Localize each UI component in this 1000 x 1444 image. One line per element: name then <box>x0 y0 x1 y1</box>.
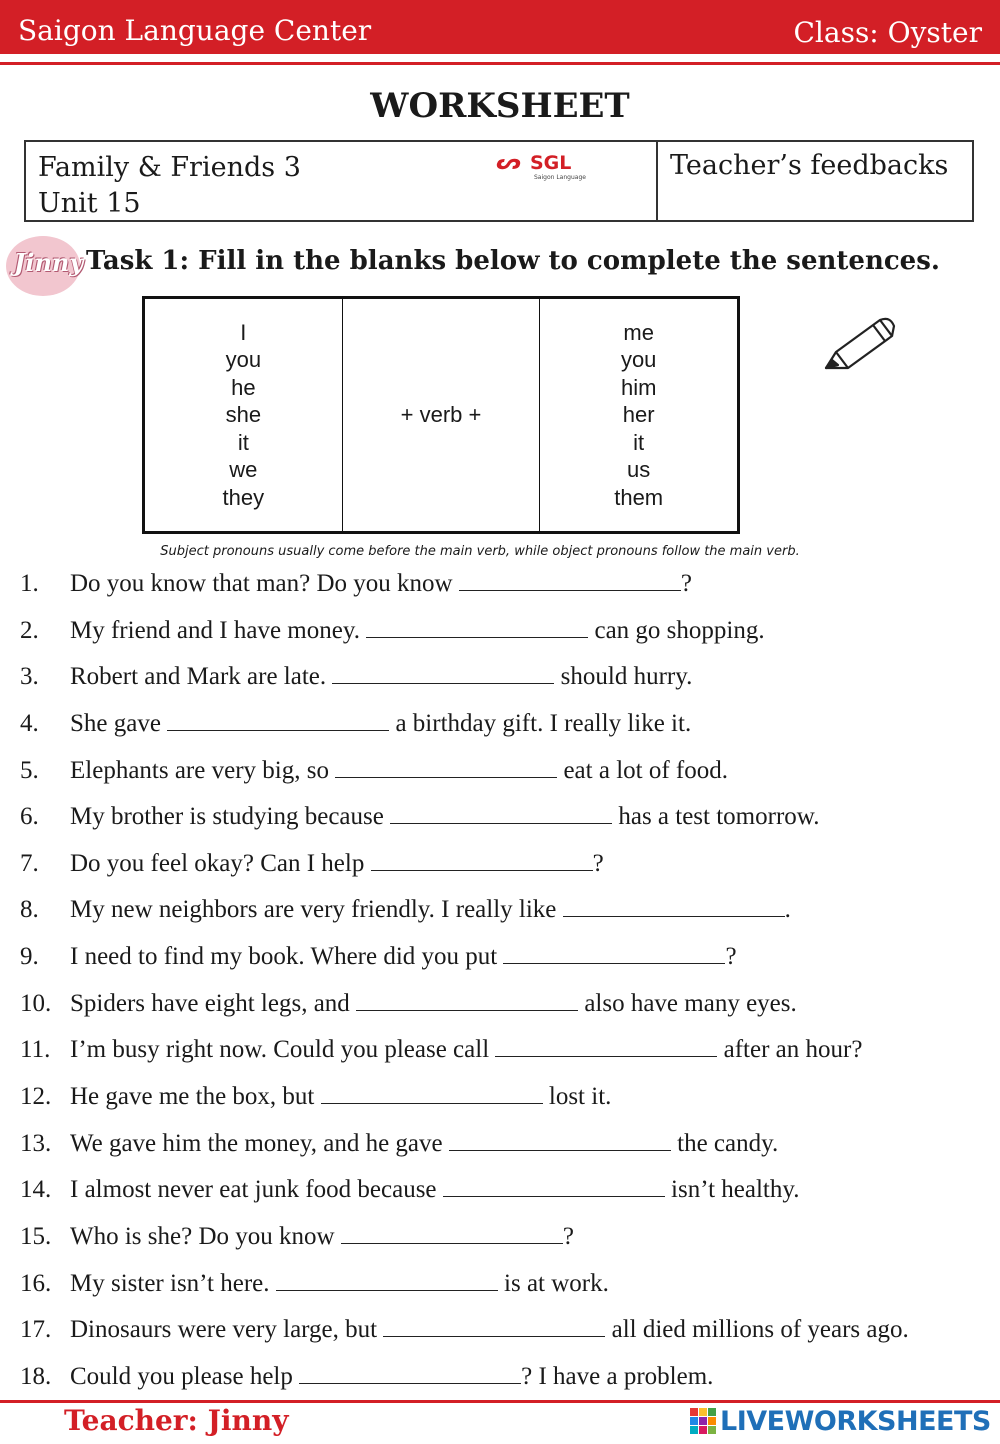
question-text: Robert and Mark are late. <box>70 663 333 691</box>
answer-blank[interactable] <box>299 1361 521 1384</box>
jinny-badge <box>6 236 84 296</box>
question-text: ? I have a problem. <box>521 1362 714 1390</box>
object-pronoun: it <box>633 429 645 455</box>
liveworksheets-grid-icon <box>690 1408 716 1434</box>
answer-blank[interactable] <box>383 1314 605 1337</box>
page-header <box>0 0 1000 54</box>
object-pronoun: him <box>620 374 657 400</box>
question-text: My brother is studying because <box>70 803 391 831</box>
question-text: lost it. <box>542 1083 612 1111</box>
question-number: 8. <box>20 896 39 924</box>
question-text: isn’t healthy. <box>664 1176 800 1204</box>
question-text: can go shopping. <box>588 616 765 644</box>
answer-blank[interactable] <box>443 1174 665 1197</box>
answer-blank[interactable] <box>563 894 785 917</box>
question-number: 15. <box>20 1222 52 1250</box>
question-item <box>0 1312 1000 1359</box>
sgl-logo-text: SGL <box>530 152 572 174</box>
question-text: all died millions of years ago. <box>605 1316 909 1344</box>
question-text: ? <box>680 570 692 597</box>
question-number: 5. <box>20 756 39 784</box>
book-info <box>38 150 301 222</box>
question-text: Dinosaurs were very large, but <box>70 1316 384 1344</box>
answer-blank[interactable] <box>321 1081 543 1104</box>
answer-blank[interactable] <box>366 615 588 638</box>
teacher-feedback-label: Teacher’s feedbacks <box>670 150 949 181</box>
question-item <box>0 986 1000 1033</box>
pencil-icon <box>820 312 900 376</box>
subject-pronoun: they <box>222 484 265 510</box>
question-list <box>0 566 1000 1406</box>
answer-blank[interactable] <box>332 661 554 684</box>
answer-blank[interactable] <box>371 848 593 871</box>
question-text: ? <box>562 1222 574 1250</box>
answer-blank[interactable] <box>335 755 557 778</box>
teacher-name: Teacher: Jinny <box>64 1404 289 1437</box>
answer-blank[interactable] <box>449 1128 671 1151</box>
question-text: the candy. <box>670 1129 779 1157</box>
subject-pronoun: she <box>225 402 262 428</box>
question-text: ? <box>725 943 737 971</box>
object-pronouns-column <box>540 299 737 531</box>
object-pronoun: them <box>614 484 664 510</box>
question-text: ? <box>592 849 604 877</box>
question-item <box>0 1032 1000 1079</box>
liveworksheets-brand: LIVEWORKSHEETS <box>720 1405 991 1437</box>
question-item <box>0 846 1000 893</box>
question-text: Spiders have eight legs, and <box>70 989 357 1017</box>
question-text: should hurry. <box>554 663 693 691</box>
question-number: 4. <box>20 709 39 737</box>
subject-pronoun: I <box>240 319 247 345</box>
question-text: eat a lot of food. <box>557 756 728 784</box>
subject-pronoun: you <box>225 347 262 373</box>
answer-blank[interactable] <box>276 1268 498 1291</box>
question-item <box>0 566 1000 613</box>
info-box <box>24 140 974 222</box>
unit-label: Unit 15 <box>38 188 141 219</box>
pronoun-note: Subject pronouns usually come before the main verb, while object pronouns follow the main verb. <box>160 544 800 559</box>
question-text: Elephants are very big, so <box>70 756 336 784</box>
info-divider <box>656 142 658 220</box>
subject-pronoun: he <box>231 374 256 400</box>
question-number: 11. <box>20 1036 51 1064</box>
question-text: is at work. <box>497 1269 609 1297</box>
question-item <box>0 799 1000 846</box>
question-item <box>0 892 1000 939</box>
question-item <box>0 1219 1000 1266</box>
question-item <box>0 706 1000 753</box>
answer-blank[interactable] <box>341 1221 563 1244</box>
answer-blank[interactable] <box>495 1034 717 1057</box>
question-text: Do you feel okay? Can I help <box>70 849 371 877</box>
pronoun-table <box>142 296 740 534</box>
question-text: after an hour? <box>717 1036 863 1064</box>
answer-blank[interactable] <box>167 708 389 731</box>
question-item <box>0 939 1000 986</box>
liveworksheets-logo[interactable] <box>690 1406 991 1436</box>
question-text: Could you please help <box>70 1362 300 1390</box>
question-number: 13. <box>20 1129 52 1157</box>
question-item <box>0 613 1000 660</box>
question-item <box>0 1126 1000 1173</box>
question-text: I’m busy right now. Could you please call <box>70 1036 496 1064</box>
book-title: Family & Friends 3 <box>38 152 301 183</box>
question-text: My new neighbors are very friendly. I really like <box>70 896 563 924</box>
object-pronoun: you <box>620 347 657 373</box>
question-text: Do you know that man? Do you know <box>70 570 459 597</box>
question-text: She gave <box>70 709 168 737</box>
question-number: 9. <box>20 943 39 971</box>
subject-pronouns-column <box>145 299 342 531</box>
header-divider <box>0 62 1000 65</box>
question-text: My friend and I have money. <box>70 616 367 644</box>
answer-blank[interactable] <box>503 941 725 964</box>
school-name: Saigon Language Center <box>18 14 372 47</box>
question-number: 10. <box>20 989 52 1017</box>
question-number: 16. <box>20 1269 52 1297</box>
question-number: 12. <box>20 1083 52 1111</box>
object-pronoun: me <box>623 319 654 345</box>
question-text: My sister isn’t here. <box>70 1269 276 1297</box>
question-item <box>0 1079 1000 1126</box>
answer-blank[interactable] <box>356 988 578 1011</box>
question-text: I need to find my book. Where did you put <box>70 943 504 971</box>
verb-column <box>342 299 541 531</box>
question-text: . <box>784 896 791 924</box>
question-number: 6. <box>20 803 39 831</box>
question-text: Who is she? Do you know <box>70 1222 341 1250</box>
subject-pronoun: it <box>237 429 249 455</box>
question-item <box>0 1172 1000 1219</box>
class-label: Class: Oyster <box>793 16 982 49</box>
badge-text: Jinny <box>14 248 84 277</box>
question-text: also have many eyes. <box>578 989 797 1017</box>
question-text: We gave him the money, and he gave <box>70 1129 449 1157</box>
question-text: I almost never eat junk food because <box>70 1176 443 1204</box>
question-number: 2. <box>20 616 39 644</box>
question-number: 1. <box>20 570 39 597</box>
object-pronoun: us <box>627 457 651 483</box>
page-title: WORKSHEET <box>370 86 630 126</box>
question-number: 3. <box>20 663 39 691</box>
footer-divider <box>0 1400 1000 1403</box>
question-text: He gave me the box, but <box>70 1083 321 1111</box>
sgl-logo-subtext: Saigon Language <box>534 174 586 181</box>
question-item <box>0 1359 1000 1406</box>
answer-blank[interactable] <box>390 801 612 824</box>
question-text: has a test tomorrow. <box>612 803 820 831</box>
question-number: 7. <box>20 849 39 877</box>
question-number: 17. <box>20 1316 52 1344</box>
question-text: a birthday gift. I really like it. <box>389 709 692 737</box>
task1-heading: Task 1: Fill in the blanks below to complete the sentences. <box>86 246 940 276</box>
sgl-logo <box>496 148 596 182</box>
question-item <box>0 753 1000 800</box>
answer-blank[interactable] <box>459 568 681 591</box>
question-item <box>0 1266 1000 1313</box>
question-number: 18. <box>20 1362 52 1390</box>
sgl-swoosh-icon: ᔕ <box>496 150 521 175</box>
question-number: 14. <box>20 1176 52 1204</box>
question-item <box>0 659 1000 706</box>
subject-pronoun: we <box>229 457 258 483</box>
verb-label: + verb + <box>400 402 482 428</box>
object-pronoun: her <box>622 402 655 428</box>
